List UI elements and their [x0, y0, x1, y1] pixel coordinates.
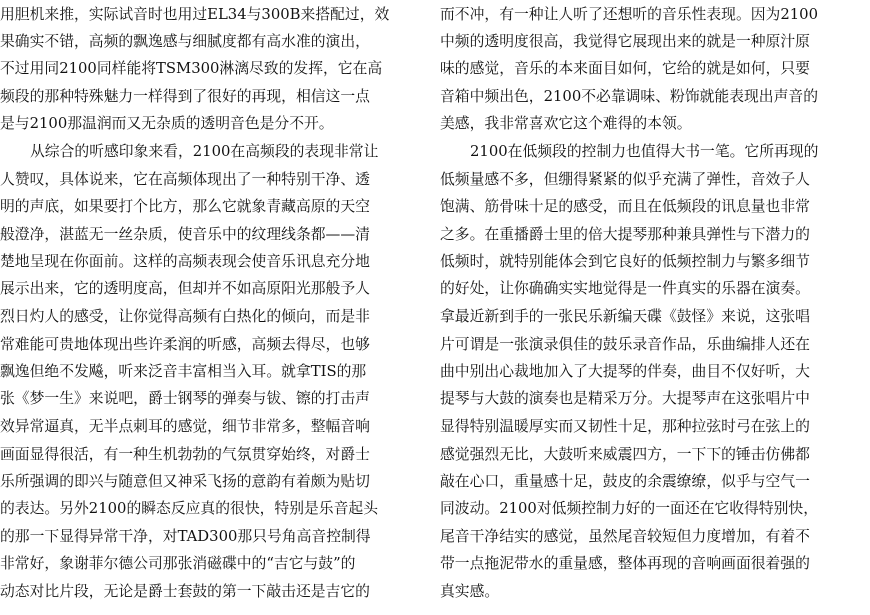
text-line: 曲中别出心裁地加入了大提琴的伴奏，曲目不仅好听，大: [440, 363, 810, 380]
text-line: 常难能可贵地体现出些许柔润的听感，高频去得尽，也够: [0, 336, 370, 353]
text-line: 果确实不错，高频的飘逸感与细腻度都有高水准的演出，: [0, 33, 370, 50]
text-line: 动态对比片段，无论是爵士套鼓的第一下敲击还是吉它的: [0, 583, 370, 600]
text-line: 不过用同2100同样能将TSM300淋漓尽致的发挥，它在高: [0, 60, 383, 77]
text-line: 人赞叹，具体说来，它在高频体现出了一种特别干净、透: [0, 171, 370, 188]
text-line: 乐所强调的即兴与随意但又神采飞扬的意韵有着颇为贴切: [0, 473, 370, 490]
text-line: 味的感觉，音乐的本来面目如何，它给的就是如何，只要: [440, 60, 810, 77]
text-line: 带一点拖泥带水的重量感，整体再现的音响画面很着强的: [440, 555, 810, 572]
text-line: 的好处，让你确确实实地觉得是一件真实的乐器在演奏。: [440, 280, 810, 297]
text-line: 美感，我非常喜欢它这个难得的本领。: [440, 115, 692, 132]
text-line: 明的声底，如果要打个比方，那么它就象青藏高原的天空: [0, 198, 370, 215]
text-line: 低频量感不多，但绷得紧紧的似乎充满了弹性，音效子人: [440, 171, 810, 188]
right-column: [440, 2, 870, 614]
text-line: 是与2100那温润而又无杂质的透明音色是分不开。: [0, 115, 334, 132]
text-line: 频段的那种特殊魅力一样得到了很好的再现，相信这一点: [0, 88, 370, 105]
text-line: 飘逸但绝不发飚，听来泛音丰富相当入耳。就拿TIS的那: [0, 363, 367, 380]
text-line: 非常好，象谢菲尔德公司那张消磁碟中的“吉它与鼓”的: [0, 555, 356, 572]
text-line: 用胆机来推，实际试音时也用过EL34与300B来搭配过，效: [0, 6, 390, 23]
text-line: 张《梦一生》来说吧，爵士钢琴的弹奏与钹、镲的打击声: [0, 390, 370, 407]
text-line: 烈日灼人的感受，让你觉得高频有白热化的倾向，而是非: [0, 308, 370, 325]
text-line: 展示出来，它的透明度高，但却并不如高原阳光那般予人: [0, 280, 370, 297]
text-line: 画面显得很活，有一种生机勃勃的气氛贯穿始终，对爵士: [0, 446, 370, 463]
text-line: 饱满、筋骨味十足的感受，而且在低频段的讯息量也非常: [440, 198, 810, 215]
text-line: 显得特别温暖厚实而又韧性十足，那种拉弦时弓在弦上的: [440, 418, 810, 435]
text-line: 真实感。: [440, 583, 500, 600]
text-line: 片可谓是一张演录俱佳的鼓乐录音作品，乐曲编排人还在: [440, 336, 810, 353]
text-line: 低频时，就特别能体会到它良好的低频控制力与繁多细节: [440, 253, 810, 270]
text-line: 之多。在重播爵士里的倍大提琴那种兼具弹性与下潜力的: [440, 226, 810, 243]
text-line: 的表达。另外2100的瞬态反应真的很快，特别是乐音起头: [0, 500, 378, 517]
left-column: [0, 2, 432, 614]
text-line: 同波动。2100对低频控制力好的一面还在它收得特别快，: [440, 500, 818, 517]
text-line: 而不冲，有一种让人听了还想听的音乐性表现。因为2100: [440, 6, 818, 23]
paragraph-first-line: 从综合的听感印象来看，2100在高频段的表现非常让: [30, 143, 379, 160]
text-line: 音箱中频出色，2100不必靠调味、粉饰就能表现出声音的: [440, 88, 818, 105]
text-line: 尾音干净结实的感觉，虽然尾音较短但力度增加，有着不: [440, 528, 810, 545]
text-line: 感觉强烈无比，大鼓听来威震四方，一下下的锤击仿佛都: [440, 446, 810, 463]
text-line: 提琴与大鼓的演奏也是精采万分。大提琴声在这张唱片中: [440, 390, 810, 407]
text-line: 拿最近新到手的一张民乐新编天碟《鼓怪》来说，这张唱: [440, 308, 810, 325]
text-line: 楚地呈现在你面前。这样的高频表现会使音乐讯息充分地: [0, 253, 370, 270]
text-line: 效异常逼真，无半点刺耳的感觉，细节非常多，整幅音响: [0, 418, 370, 435]
text-line: 般澄净，湛蓝无一丝杂质，使音乐中的纹理线条都——清: [0, 226, 370, 243]
text-line: 的那一下显得异常干净，对TAD300那只号角高音控制得: [0, 528, 371, 545]
text-line: 敲在心口，重量感十足，鼓皮的余震缭缭，似乎与空气一: [440, 473, 810, 490]
text-line: 中频的透明度很高，我觉得它展现出来的就是一种原汁原: [440, 33, 810, 50]
paragraph-first-line: 2100在低频段的控制力也值得大书一笔。它所再现的: [470, 143, 819, 160]
